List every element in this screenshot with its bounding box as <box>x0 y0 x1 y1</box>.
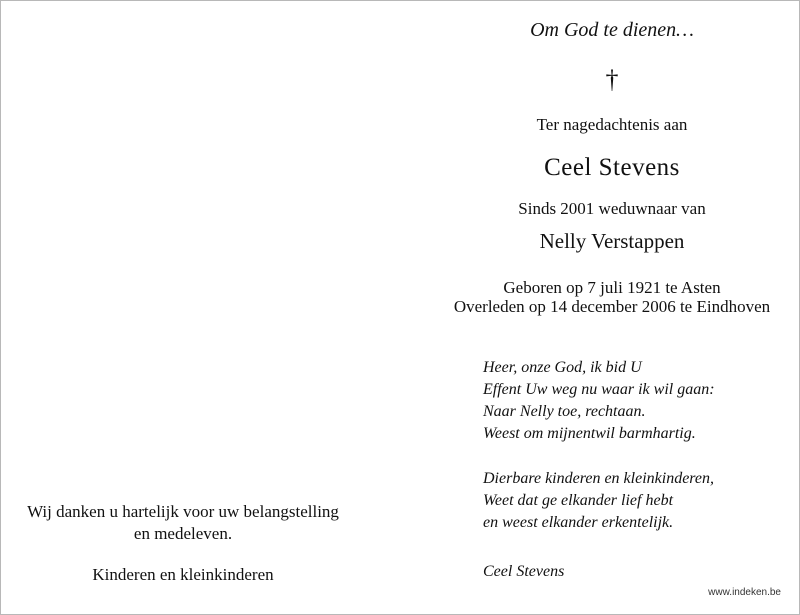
poem-line: Weet dat ge elkander lief hebt <box>483 492 674 509</box>
deceased-name: Ceel Stevens <box>544 154 680 181</box>
cross-icon: † <box>605 65 619 94</box>
motto: Om God te dienen… <box>530 19 694 41</box>
widower-line: Sinds 2001 weduwnaar van <box>518 199 706 218</box>
poem-line: Dierbare kinderen en kleinkinderen, <box>483 470 715 487</box>
spouse-name: Nelly Verstappen <box>539 229 685 253</box>
thanks-line-1: Wij danken u hartelijk voor uw belangstelling <box>27 502 339 521</box>
poem-line: Heer, onze God, ik bid U <box>483 359 642 376</box>
thanks-message <box>0 501 383 545</box>
left-panel <box>1 1 401 614</box>
family-signature: Kinderen en kleinkinderen <box>92 565 274 584</box>
thanks-line-2: en medeleven. <box>133 524 233 543</box>
right-panel <box>401 1 799 614</box>
birth-line: Geboren op 7 juli 1921 te Asten <box>503 278 721 297</box>
death-line: Overleden op 14 december 2006 te Eindhoven <box>453 297 771 316</box>
poem-signature: Ceel Stevens <box>483 563 565 580</box>
poem-stanza-1 <box>483 357 715 445</box>
watermark: www.indeken.be <box>708 587 781 598</box>
poem-line: Weest om mijnentwil barmhartig. <box>483 425 696 442</box>
poem-line: Naar Nelly toe, rechtaan. <box>483 403 646 420</box>
poem-stanza-2 <box>483 468 714 534</box>
poem-line: en weest elkander erkentelijk. <box>483 514 674 531</box>
memorial-intro: Ter nagedachtenis aan <box>536 115 688 134</box>
poem-line: Effent Uw weg nu waar ik wil gaan: <box>483 381 715 398</box>
